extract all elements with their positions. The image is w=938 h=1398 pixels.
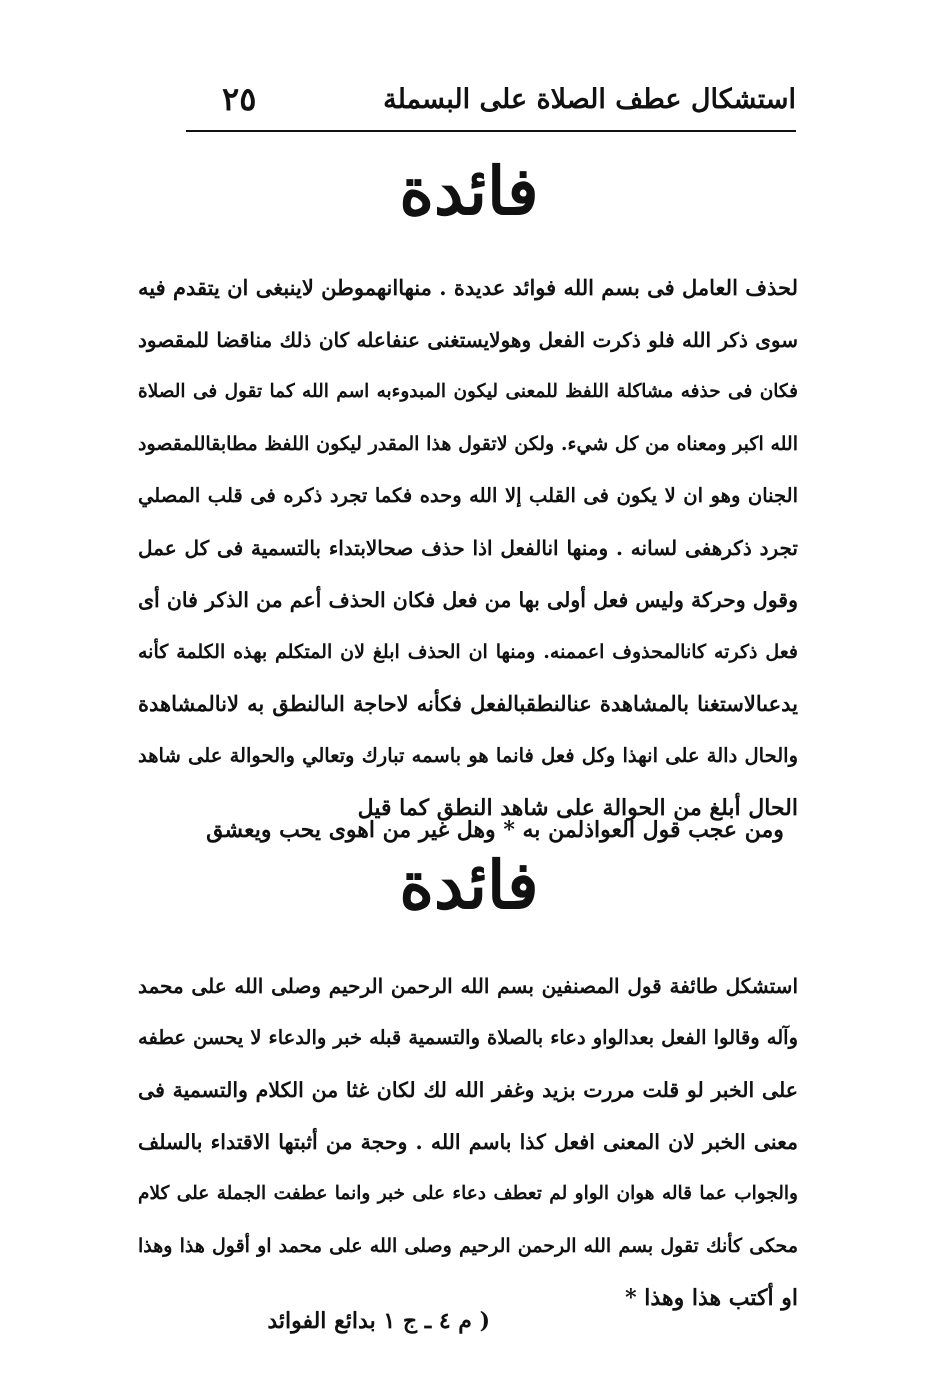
- text-line: والحال دالة على انهذا وكل فعل فانما هو باسمه تبارك وتعالي والحوالة على شاهد: [138, 744, 798, 767]
- header-title: استشكال عطف الصلاة على البسملة: [383, 84, 796, 115]
- text-line: تجرد ذكرهفى لسانه . ومنها انالفعل اذا حذف صحالابتداء بالتسمية فى كل عمل: [138, 536, 798, 560]
- text-line: وآله وقالوا الفعل بعدالواو دعاء بالصلاة والتسمية قبله خبر والدعاء لا يحسن عطفه: [138, 1026, 798, 1049]
- page-number: ٢٥: [222, 80, 257, 118]
- text-line: لحذف العامل فى بسم الله فوائد عديدة . منهاانهموطن لاينبغى ان يتقدم فيه: [138, 275, 798, 300]
- text-line: والجواب عما قاله هوان الواو لم تعطف دعاء على خبر وانما عطفت الجملة على كلام: [138, 1183, 798, 1204]
- text-line: الجنان وهو ان لا يكون فى القلب إلا الله وحده فكما تجرد ذكره فى قلب المصلي: [138, 484, 798, 507]
- text-line: الله اكبر ومعناه من كل شيء. ولكن لاتقول هذا المقدر ليكون اللفظ مطابقاللمقصود: [138, 433, 798, 455]
- text-line: سوى ذكر الله فلو ذكرت الفعل وهولايستغنى عنفاعله كان ذلك مناقضا للمقصود: [138, 328, 798, 352]
- footnote: ( م ٤ ـ ج ١ بدائع الفوائد: [267, 1308, 490, 1334]
- text-line: استشكل طائفة قول المصنفين بسم الله الرحمن الرحيم وصلى الله على محمد: [138, 974, 798, 998]
- text-line: الحال أبلغ من الحوالة على شاهد النطق كما قيل: [357, 795, 798, 821]
- text-line: يدعىالاستغنا بالمشاهدة عنالنطقبالفعل فكأنه لاحاجة الىالنطق به لانالمشاهدة: [138, 691, 798, 716]
- text-line: فكان فى حذفه مشاكلة اللفظ للمعنى ليكون المبدوءبه اسم الله كما تقول فى الصلاة: [138, 381, 798, 402]
- poetry-verse: ومن عجب قول العواذلمن به * وهل غير من اهوى يحب ويعشق: [206, 817, 784, 843]
- text-line: على الخبر لو قلت مررت بزيد وغفر الله لك لكان غثا من الكلام والتسمية فى: [138, 1078, 798, 1102]
- text-line: محكى كأنك تقول بسم الله الرحمن الرحيم وصلى الله على محمد او أقول هذا وهذا: [138, 1235, 798, 1257]
- section-heading-1: فائدة: [399, 152, 539, 230]
- paragraph-2: [138, 960, 798, 1324]
- text-line: وقول وحركة وليس فعل أولى بها من فعل فكان الحذف أعم من الذكر فان أى: [138, 588, 798, 612]
- text-line: فعل ذكرته كانالمحذوف اعممنه. ومنها ان الحذف ابلغ لان المتكلم بهذه الكلمة كأنه: [138, 641, 798, 663]
- section-heading-2: فائدة: [399, 846, 539, 924]
- running-header: [186, 78, 796, 132]
- paragraph-1: [138, 262, 798, 834]
- text-line: او أكتب هذا وهذا *: [625, 1285, 798, 1311]
- text-line: معنى الخبر لان المعنى افعل كذا باسم الله . وحجة من أثبتها الاقتداء بالسلف: [138, 1130, 798, 1154]
